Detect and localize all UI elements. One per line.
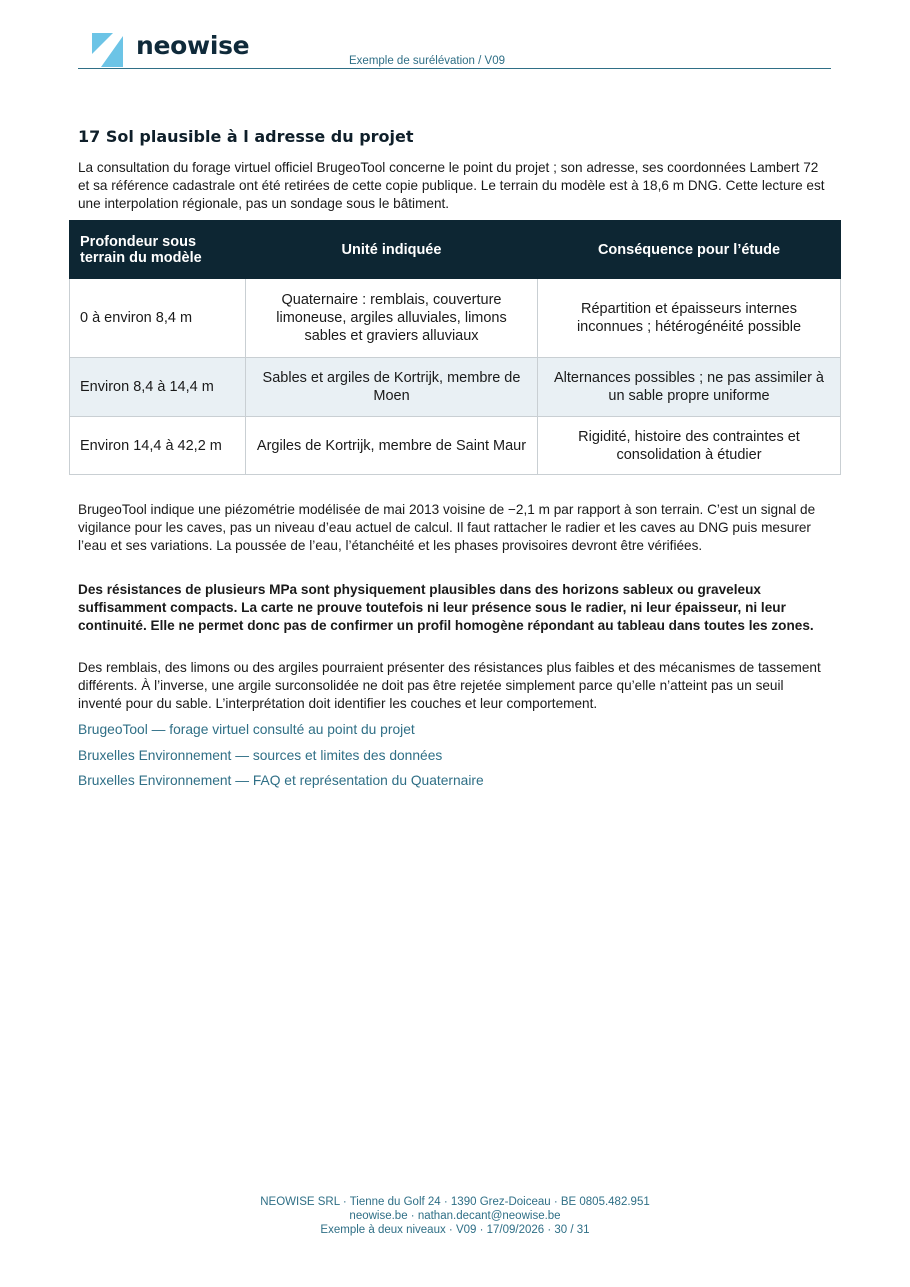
resistance-warning-paragraph: Des résistances de plusieurs MPa sont physiquement plausibles dans des horizons sableux ou graveleux suffisamment compacts. La carte ne prouve toutefois ni leur présence sous le radier, ni leur épaisseur, ni leur continuité. Elle ne permet donc pas de confirmer un profil homogène répondant au tableau dans toutes les zones. [78,582,814,633]
column-header-unit: Unité indiquée [246,221,538,279]
unit-cell: Sables et argiles de Kortrijk, membre de Moen [246,358,538,417]
consequence-cell: Répartition et épaisseurs internes inconnues ; hétérogénéité possible [538,279,841,358]
footer-company-line: NEOWISE SRL · Tienne du Golf 24 · 1390 Grez-Doiceau · BE 0805.482.951 [260,1196,650,1208]
depth-cell: Environ 14,4 à 42,2 m [70,417,246,475]
depth-cell: Environ 8,4 à 14,4 m [70,358,246,417]
section-title: 17 Sol plausible à l adresse du projet [78,127,414,146]
table-row [70,417,841,475]
consequence-cell: Alternances possibles ; ne pas assimiler à un sable propre uniforme [538,358,841,417]
footer-contact-line: neowise.be · nathan.decant@neowise.be [349,1210,561,1222]
intro-paragraph: La consultation du forage virtuel officiel BrugeoTool concerne le point du projet ; son adresse, ses coordonnées Lambert 72 et sa référence cadastrale ont été retirées de cette copie publique. Le terrain du modèle est à 18,6 m DNG. Cette lecture est une interpolation régionale, pas un sondage sous le bâtiment. [78,160,825,211]
groundwater-paragraph: BrugeoTool indique une piézométrie modélisée de mai 2013 voisine de −2,1 m par rapport à son terrain. C’est un signal de vigilance pour les caves, pas un niveau d’eau actuel de calcul. Il faut rattacher le radier et les caves au DNG puis mesurer l’eau et ses variations. La poussée de l’eau, l’étanchéité et les phases provisoires devront être vérifiées. [78,502,816,553]
reference-links [78,721,484,798]
unit-cell: Quaternaire : remblais, couverture limoneuse, argiles alluviales, limons sables et graviers alluviaux [246,279,538,358]
table-header-row [70,221,841,279]
header-divider [78,68,831,69]
link-brugeotool[interactable]: BrugeoTool — forage virtuel consulté au point du projet [78,722,415,737]
consequence-cell: Rigidité, histoire des contraintes et consolidation à étudier [538,417,841,475]
table-row [70,358,841,417]
depth-cell: 0 à environ 8,4 m [70,279,246,358]
footer-page-line: Exemple à deux niveaux · V09 · 17/09/2026 · 30 / 31 [320,1224,590,1236]
link-faq-quaternary[interactable]: Bruxelles Environnement — FAQ et représentation du Quaternaire [78,773,484,788]
neowise-logo-icon [92,33,124,67]
column-header-depth: Profondeur sous terrain du modèle [70,221,246,279]
brand-name: neowise [136,31,250,60]
interpretation-paragraph: Des remblais, des limons ou des argiles pourraient présenter des résistances plus faibles et des mécanismes de tassement différents. À l’inverse, une argile surconsolidée ne doit pas être rejetée simplement parce qu’elle n’atteint pas un seuil inventé pour du sable. L’interprétation doit identifier les couches et leur comportement. [78,660,821,711]
document-reference: Exemple de surélévation / V09 [349,55,505,67]
link-data-sources[interactable]: Bruxelles Environnement — sources et limites des données [78,747,443,763]
page-header [78,30,831,70]
page-footer [0,1195,910,1237]
column-header-consequence: Conséquence pour l’étude [538,221,841,279]
unit-cell: Argiles de Kortrijk, membre de Saint Maur [246,417,538,475]
table-row [70,279,841,358]
soil-layers-table [69,220,841,475]
